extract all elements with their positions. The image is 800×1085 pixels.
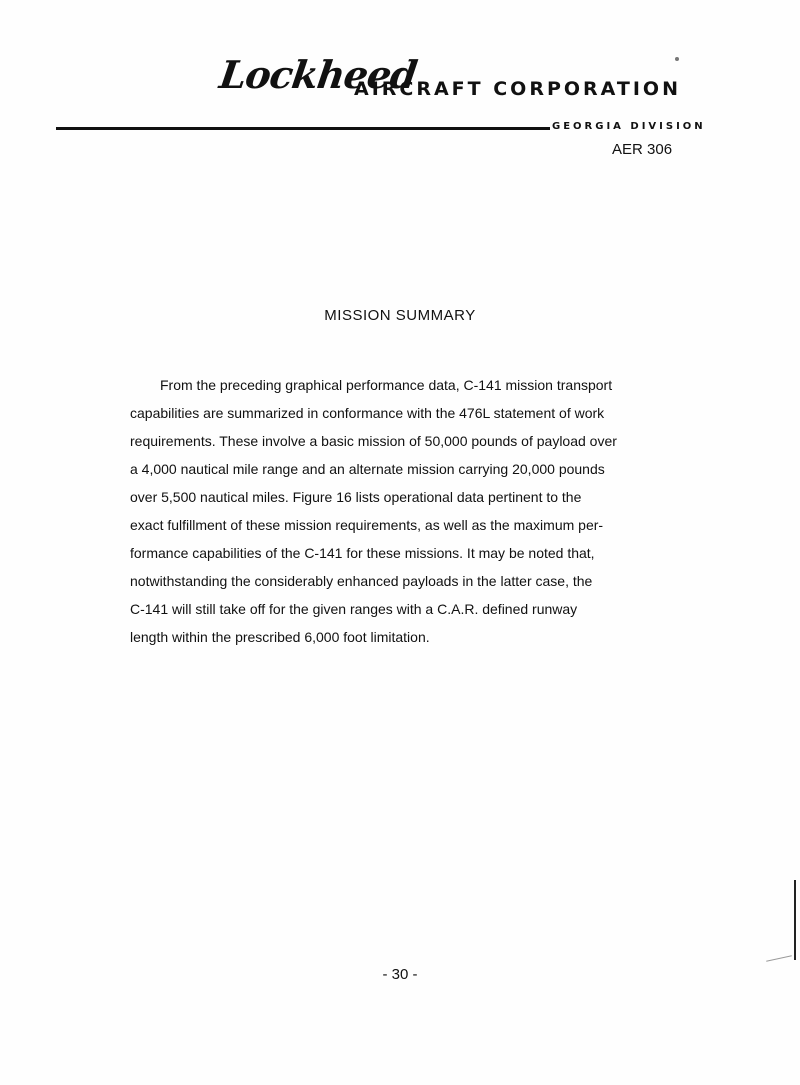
paragraph-line: length within the prescribed 6,000 foot limitation. <box>130 629 430 645</box>
section-title: MISSION SUMMARY <box>324 307 476 324</box>
scan-edge-tick <box>766 955 792 961</box>
lockheed-logo-script: Lockheed <box>216 52 420 97</box>
report-id: AER 306 <box>612 141 673 158</box>
paragraph-line: From the preceding graphical performance data, C-141 mission transport <box>160 377 613 393</box>
paragraph-line: a 4,000 nautical mile range and an alternate mission carrying 20,000 pounds <box>130 461 605 477</box>
division-name: GEORGIA DIVISION <box>552 121 706 132</box>
paragraph-line: formance capabilities of the C-141 for these missions. It may be noted that, <box>130 545 595 561</box>
letterhead-rule <box>56 127 550 130</box>
paragraph-line: capabilities are summarized in conformance with the 476L statement of work <box>130 405 605 421</box>
paragraph-line: C-141 will still take off for the given ranges with a C.A.R. defined runway <box>130 601 578 617</box>
letterhead <box>216 52 681 112</box>
scan-speck <box>675 57 679 61</box>
paragraph-line: requirements. These involve a basic mission of 50,000 pounds of payload over <box>130 433 617 449</box>
body-paragraph <box>130 371 690 651</box>
paragraph-line: over 5,500 nautical miles. Figure 16 lists operational data pertinent to the <box>130 489 582 505</box>
paragraph-line: notwithstanding the considerably enhanced payloads in the latter case, the <box>130 573 593 589</box>
paragraph-line: exact fulfillment of these mission requirements, as well as the maximum per- <box>130 517 604 533</box>
scan-edge-mark <box>794 880 796 960</box>
company-name: AIRCRAFT CORPORATION <box>354 78 681 100</box>
page-number: - 30 - <box>382 966 418 983</box>
